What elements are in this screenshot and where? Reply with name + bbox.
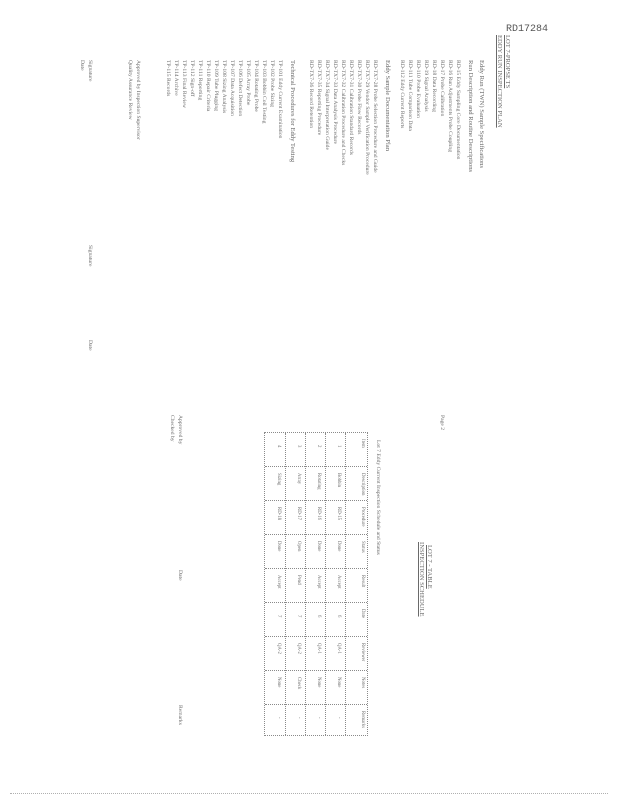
line-b: RD-TX7-35 Reporting Procedure xyxy=(316,60,322,136)
line-b: RD-TX7-34 Signal Interpretation Guide xyxy=(324,60,330,150)
table-header-cell: Item xyxy=(360,439,365,448)
table-cell: Pend xyxy=(296,575,301,585)
table-cell: 6 xyxy=(336,615,341,618)
right-date-label: Date xyxy=(177,570,183,581)
line-c: TP-115 Records xyxy=(165,60,171,97)
line-b: RD-TX7-29 Vendor Sample Verification Procedure xyxy=(364,60,370,175)
table-cell: None xyxy=(276,677,281,688)
table-cell: Accept xyxy=(316,575,321,589)
bottom-dotted-rule xyxy=(10,793,608,794)
line-c: TP-109 Tube Plugging xyxy=(213,60,219,111)
left-footer-1: Approved by Inspection Supervisor xyxy=(135,60,141,140)
table-cell: QA-2 xyxy=(296,643,301,654)
line-b: RD-TX7-33 Data Analysis Procedure xyxy=(332,60,338,145)
table-cell: Done xyxy=(316,541,321,552)
table-header-cell: Date xyxy=(360,609,365,619)
table-cell: 4 xyxy=(276,445,281,448)
line-b: RD-TX7-32 Calibration Procedure and Checks xyxy=(340,60,346,166)
table-cell: 7 xyxy=(296,615,301,618)
table-cell: 2 xyxy=(316,445,321,448)
table-cell: - xyxy=(316,717,321,719)
left-intro-1: Eddy Run (TWN) Sample Specifications xyxy=(478,60,485,169)
table-cell: - xyxy=(276,717,281,719)
line-c: TP-106 Defect Detection xyxy=(237,60,243,117)
line-c: TP-104 Rotating Probe xyxy=(253,60,259,112)
left-footer-2: Quality Assurance Review xyxy=(127,60,133,120)
left-heading-2: EDDY RUN INSPECTION PLAN xyxy=(496,35,503,128)
right-checked-label: Checked by xyxy=(169,415,175,442)
line-c: TP-101 Eddy Current Examination xyxy=(277,60,283,139)
table-cell: Rotating xyxy=(316,473,321,490)
table-cell: RD-16 xyxy=(316,507,321,521)
table-cell: Bobbin xyxy=(336,473,341,488)
right-approved-label: Approved by xyxy=(177,415,183,445)
right-title-1: LOT 7 - TABLE xyxy=(426,545,433,589)
left-intro-2: Run Description and Routine Descriptions xyxy=(467,60,474,173)
table-cell: Open xyxy=(296,541,301,552)
line-a: RD-111 Tube Comparison Data xyxy=(407,60,413,131)
table-cell: RD-15 xyxy=(336,507,341,521)
table-cell: QA-2 xyxy=(276,643,281,654)
table-header-cell: Status xyxy=(360,541,365,553)
line-a: RD-110 Probe Evaluation xyxy=(415,60,421,118)
table-cell: Done xyxy=(336,541,341,552)
left-section-c: Technical Procedures for Eddy Testing xyxy=(289,60,296,163)
table-cell: None xyxy=(336,677,341,688)
table-cell: 3 xyxy=(296,445,301,448)
line-c: TP-102 Probe Sizing xyxy=(269,60,275,107)
left-signature-mark: Signature xyxy=(87,245,93,267)
table-header-cell: Procedure xyxy=(360,507,365,527)
line-a: RD-16 Run Adjustments Probe Coupling xyxy=(447,60,453,152)
schedule-table xyxy=(264,432,368,736)
line-a: RD-17 Probe Calibration xyxy=(439,60,445,117)
left-date-label: Date xyxy=(79,60,85,71)
line-a: RD-19 Signal Analysis xyxy=(423,60,429,112)
line-c: TP-103 Bobbin Coil Testing xyxy=(261,60,267,124)
line-b: RD-TX7-28 Probe Selection Procedure and Guide xyxy=(372,60,378,173)
right-title-2: INSPECTION SCHEDULE xyxy=(418,542,425,617)
document-id: RD17284 xyxy=(505,24,548,35)
line-b: RD-TX7-36 Record Retention xyxy=(308,60,314,129)
table-header-cell: Remarks xyxy=(360,711,365,729)
table-cell: RD-17 xyxy=(296,507,301,521)
table-cell: - xyxy=(336,717,341,719)
table-cell: 7 xyxy=(276,615,281,618)
table-cell: Accept xyxy=(276,575,281,589)
table-cell: 1 xyxy=(336,445,341,448)
right-page-marker: Page 2 xyxy=(439,415,445,431)
table-cell: Check xyxy=(296,677,301,690)
table-cell: RD-18 xyxy=(276,507,281,521)
left-section-b: Eddy Sample Documentation Plan xyxy=(384,60,391,152)
left-heading-1: LOT 7-PROPSE TS xyxy=(504,35,511,89)
line-c: TP-107 Data Acquisition xyxy=(229,60,235,116)
line-a: RD-112 Eddy Current Reports xyxy=(399,60,405,129)
table-cell: 6 xyxy=(316,615,321,618)
table-cell: Done xyxy=(276,541,281,552)
line-a: RD-18 Data Recording xyxy=(431,60,437,112)
table-header-cell: Notes xyxy=(360,677,365,689)
table-header-cell: Reviewer xyxy=(360,643,365,662)
table-cell: QA-1 xyxy=(316,643,321,654)
line-c: TP-105 Array Probe xyxy=(245,60,251,106)
line-a: RD-15 Eddy Sampling Core Documentation xyxy=(455,60,461,160)
table-cell: Array xyxy=(296,473,301,485)
line-c: TP-114 Archive xyxy=(173,60,179,96)
line-b: RD-TX7-30 Probe Flow Records xyxy=(356,60,362,135)
table-header-cell: Result xyxy=(360,575,365,588)
left-date-mark: Date xyxy=(87,340,93,351)
line-c: TP-110 Repair Criteria xyxy=(205,60,211,112)
table-cell: - xyxy=(296,717,301,719)
line-b: RD-TX7-31 Calibration Standard Records xyxy=(348,60,354,155)
table-cell: QA-1 xyxy=(336,643,341,654)
line-c: TP-111 Reporting xyxy=(197,60,203,101)
left-signature-label: Signature xyxy=(87,60,93,82)
table-cell: None xyxy=(316,677,321,688)
table-caption: Lot 7 Eddy Current Inspection Schedule and Status xyxy=(375,440,381,555)
line-c: TP-112 Sign-off xyxy=(189,60,195,97)
table-cell: Accept xyxy=(336,575,341,589)
table-header-cell: Description xyxy=(360,473,365,496)
table-cell: Sizing xyxy=(276,473,281,486)
right-remarks-label: Remarks xyxy=(177,705,183,725)
line-c: TP-108 Sizing Analysis xyxy=(221,60,227,114)
line-c: TP-113 Final Review xyxy=(181,60,187,108)
